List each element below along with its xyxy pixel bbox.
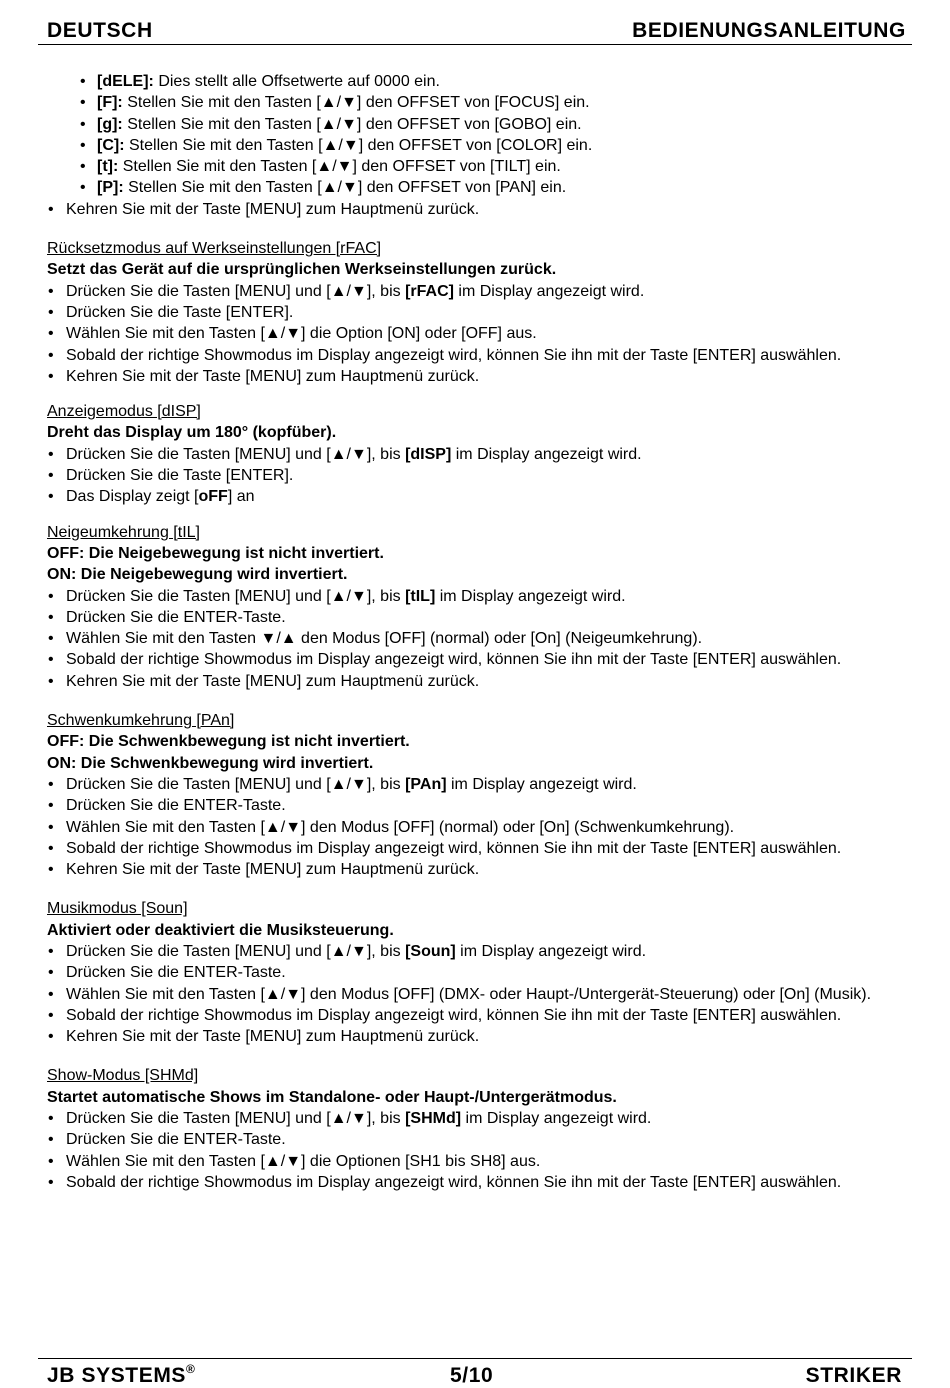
- section: [47, 1065, 902, 1193]
- section-description: Aktiviert oder deaktiviert die Musiksteuerung.: [47, 921, 394, 939]
- section-title: Anzeigemodus [dISP]: [47, 403, 201, 421]
- list-item: • Sobald der richtige Showmodus im Display angezeigt wird, können Sie ihn mit der Taste [ENTER] auswählen.: [47, 838, 902, 859]
- list-item: • Drücken Sie die ENTER-Taste.: [47, 607, 902, 628]
- header-doc-type: BEDIENUNGSANLEITUNG: [632, 19, 906, 42]
- page-content: [47, 71, 902, 1193]
- section-description: ON: Die Schwenkbewegung wird invertiert.: [47, 754, 374, 772]
- list-item: • Wählen Sie mit den Tasten ▼/▲ den Modus [OFF] (normal) oder [On] (Neigeumkehrung).: [47, 628, 902, 649]
- step-list: [47, 444, 902, 508]
- section-title: Show-Modus [SHMd]: [47, 1067, 199, 1085]
- page-header: [38, 16, 912, 45]
- section-description: Startet automatische Shows im Standalone- oder Haupt-/Untergerätmodus.: [47, 1088, 617, 1106]
- list-item: • Wählen Sie mit den Tasten [▲/▼] die Optionen [SH1 bis SH8] aus.: [47, 1151, 902, 1172]
- list-item: • Kehren Sie mit der Taste [MENU] zum Hauptmenü zurück.: [47, 671, 902, 692]
- list-item: • Drücken Sie die Taste [ENTER].: [47, 302, 902, 323]
- list-item: • Drücken Sie die Tasten [MENU] und [▲/▼], bis [rFAC] im Display angezeigt wird.: [47, 281, 902, 302]
- header-language: DEUTSCH: [47, 19, 153, 42]
- section: [47, 898, 902, 1047]
- step-list: [47, 774, 902, 880]
- list-item: • Drücken Sie die Tasten [MENU] und [▲/▼], bis [PAn] im Display angezeigt wird.: [47, 774, 902, 795]
- list-item: • Wählen Sie mit den Tasten [▲/▼] die Option [ON] oder [OFF] aus.: [47, 323, 902, 344]
- section-description: Setzt das Gerät auf die ursprünglichen Werkseinstellungen zurück.: [47, 261, 557, 279]
- list-item: • Sobald der richtige Showmodus im Display angezeigt wird, können Sie ihn mit der Taste [ENTER] auswählen.: [47, 1172, 902, 1193]
- list-item: • Drücken Sie die ENTER-Taste.: [47, 962, 902, 983]
- list-item: • Wählen Sie mit den Tasten [▲/▼] den Modus [OFF] (DMX- oder Haupt-/Untergerät-Steuerung) oder [On] (Musik).: [47, 984, 902, 1005]
- section: [47, 401, 902, 507]
- section-title: Schwenkumkehrung [PAn]: [47, 712, 235, 730]
- step-list: [47, 281, 902, 387]
- offset-return-list: [47, 199, 902, 220]
- list-item: • Das Display zeigt [oFF] an: [47, 486, 902, 507]
- list-item: • Drücken Sie die Taste [ENTER].: [47, 465, 902, 486]
- offset-item: • [dELE]: Dies stellt alle Offsetwerte auf 0000 ein.: [47, 71, 902, 92]
- footer-brand: JB SYSTEMS®: [47, 1362, 196, 1387]
- section-title: Rücksetzmodus auf Werkseinstellungen [rFAC]: [47, 240, 382, 258]
- list-item: • Sobald der richtige Showmodus im Display angezeigt wird, können Sie ihn mit der Taste [ENTER] auswählen.: [47, 649, 902, 670]
- list-item: • Drücken Sie die Tasten [MENU] und [▲/▼], bis [dISP] im Display angezeigt wird.: [47, 444, 902, 465]
- section-title: Musikmodus [Soun]: [47, 900, 188, 918]
- offset-item: • [g]: Stellen Sie mit den Tasten [▲/▼] den OFFSET von [GOBO] ein.: [47, 114, 902, 135]
- section-description: ON: Die Neigebewegung wird invertiert.: [47, 566, 348, 584]
- offset-list: [47, 71, 902, 199]
- footer-page-number: 5/10: [450, 1364, 494, 1387]
- step-list: [47, 941, 902, 1047]
- list-item: • Kehren Sie mit der Taste [MENU] zum Hauptmenü zurück.: [47, 366, 902, 387]
- section-description: OFF: Die Neigebewegung ist nicht invertiert.: [47, 544, 384, 562]
- section: [47, 710, 902, 880]
- list-item: • Sobald der richtige Showmodus im Display angezeigt wird, können Sie ihn mit der Taste [ENTER] auswählen.: [47, 1005, 902, 1026]
- page-footer: [38, 1358, 912, 1387]
- section-title: Neigeumkehrung [tIL]: [47, 523, 200, 541]
- list-item: • Sobald der richtige Showmodus im Display angezeigt wird, können Sie ihn mit der Taste [ENTER] auswählen.: [47, 345, 902, 366]
- list-item: • Drücken Sie die Tasten [MENU] und [▲/▼], bis [Soun] im Display angezeigt wird.: [47, 941, 902, 962]
- list-item: • Drücken Sie die ENTER-Taste.: [47, 1129, 902, 1150]
- list-item: • Kehren Sie mit der Taste [MENU] zum Hauptmenü zurück.: [47, 199, 902, 220]
- offset-item: • [C]: Stellen Sie mit den Tasten [▲/▼] den OFFSET von [COLOR] ein.: [47, 135, 902, 156]
- offset-item: • [F]: Stellen Sie mit den Tasten [▲/▼] den OFFSET von [FOCUS] ein.: [47, 92, 902, 113]
- sections-container: [47, 238, 902, 1193]
- footer-product: STRIKER: [805, 1364, 902, 1387]
- step-list: [47, 586, 902, 692]
- section: [47, 522, 902, 692]
- offset-item: • [t]: Stellen Sie mit den Tasten [▲/▼] den OFFSET von [TILT] ein.: [47, 156, 902, 177]
- step-list: [47, 1108, 902, 1193]
- section-description: OFF: Die Schwenkbewegung ist nicht invertiert.: [47, 733, 410, 751]
- list-item: • Drücken Sie die ENTER-Taste.: [47, 795, 902, 816]
- list-item: • Kehren Sie mit der Taste [MENU] zum Hauptmenü zurück.: [47, 1026, 902, 1047]
- offset-item: • [P]: Stellen Sie mit den Tasten [▲/▼] den OFFSET von [PAN] ein.: [47, 177, 902, 198]
- list-item: • Kehren Sie mit der Taste [MENU] zum Hauptmenü zurück.: [47, 859, 902, 880]
- list-item: • Wählen Sie mit den Tasten [▲/▼] den Modus [OFF] (normal) oder [On] (Schwenkumkehrung).: [47, 817, 902, 838]
- list-item: • Drücken Sie die Tasten [MENU] und [▲/▼], bis [SHMd] im Display angezeigt wird.: [47, 1108, 902, 1129]
- section: [47, 238, 902, 387]
- list-item: • Drücken Sie die Tasten [MENU] und [▲/▼], bis [tIL] im Display angezeigt wird.: [47, 586, 902, 607]
- section-description: Dreht das Display um 180° (kopfüber).: [47, 424, 337, 442]
